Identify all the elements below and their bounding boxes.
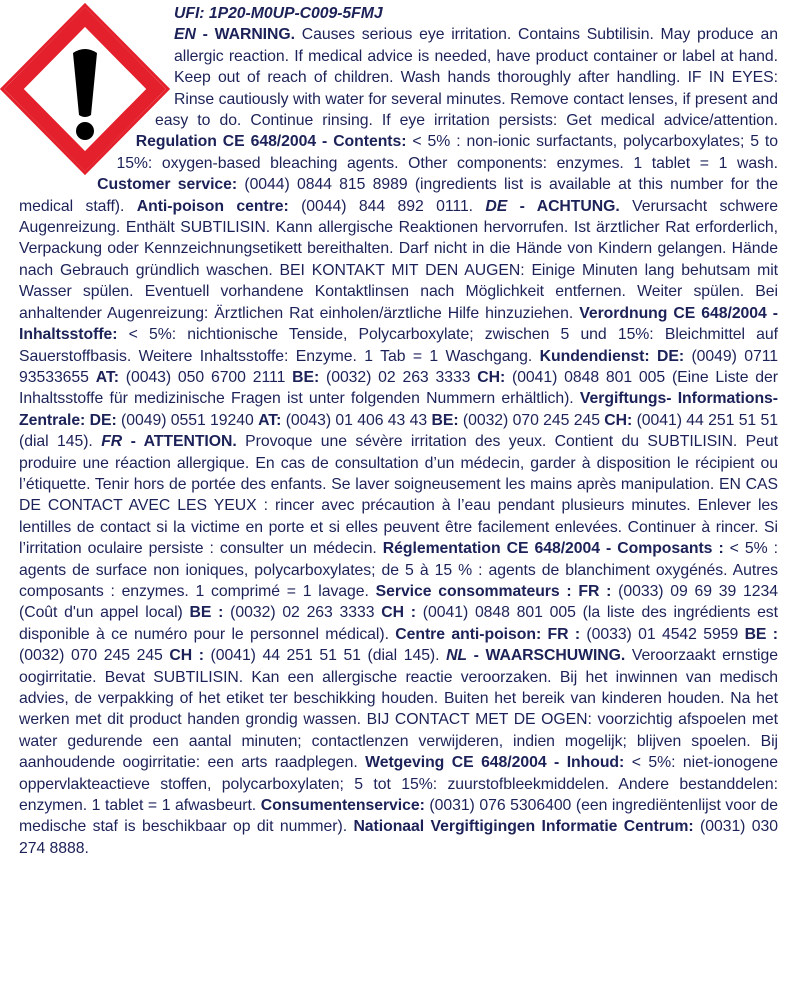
de-service-de: (0049) 0711 93533655 [19, 347, 778, 386]
fr-poison-be-label: BE : [744, 625, 778, 643]
fr-regulation-label: Réglementation CE 648/2004 - Composants : [382, 540, 724, 558]
fr-service-be: (0032) 02 263 3333 [223, 604, 382, 622]
nl-poison-label: Nationaal Vergiftigingen Informatie Centrum: [353, 818, 694, 836]
de-poison-ch: (0041) 44 251 51 51 (dial 145). [19, 411, 778, 451]
de-service-at: (0043) 050 6700 2111 [118, 368, 293, 386]
fr-poison-ch: (0041) 44 251 51 51 (dial 145). [203, 647, 447, 665]
de-service-ch: (0041) 0848 801 005 (Eine Liste der Inhaltsstoffe für medizinische Fragen ist unter folgenden Nummern erhältlich). [19, 368, 778, 408]
fr-poison-be: (0032) 070 245 245 [19, 647, 170, 665]
nl-body: Veroorzaakt ernstige oogirritatie. Bevat SUBTILISIN. Kan een allergische reactie veroorzaken. Bij het inwinnen van medisch advies, de verpakking of het etiket ter beschikking houden. Buiten het bereik van kinderen houden. Na het werken met dit product handen grondig wassen. BIJ CONTACT MET DE OGEN: voorzichtig afspoelen met water gedurende een aantal minuten; contactlenzen verwijderen, indien mogelijk; blijven spoelen. Bij aanhoudende oogirritatie: een arts raadplegen. [19, 647, 778, 772]
lang-code-en: EN [174, 26, 196, 44]
en-heading: WARNING. [214, 26, 295, 44]
nl-regulation-label: Wetgeving CE 648/2004 - Inhoud: [365, 754, 625, 772]
de-regulation-text: < 5%: nichtionische Tenside, Polycarboxylate; zwischen 5 und 15%: Bleichmittel auf Sauerstoffbasis. Weitere Inhaltsstoffe: Enzyme. 1 Tab = 1 Waschgang. [19, 326, 778, 365]
de-regulation-label: Verordnung CE 648/2004 - Inhaltsstoffe: [19, 304, 778, 344]
en-regulation-text: < 5% : non-ionic surfactants, polycarboxylates; 5 to 15%: oxygen-based bleaching agents. Other components: enzymes. 1 tablet = 1 wash. [116, 133, 778, 172]
nl-service-label: Consumentenservice: [260, 797, 425, 815]
nl-regulation-text: < 5%: niet-ionogene oppervlakteactieve stoffen, polycarboxylaten; 5 tot 15%: zuurstofbleekmiddelen. Andere bestanddelen: enzymen. 1 tablet = 1 afwasbeurt. [19, 754, 778, 815]
section-de: DE - ACHTUNG. Verursacht schwere Augenreizung. Enthält SUBTILISIN. Kann allergische Reaktionen hervorrufen. Ist ärztlicher Rat erforderlich, Verpackung oder Kennzeichnungsetikett bereithalten. Darf nicht in die Hände von Kindern gelangen. Hände nach Gebrauch gründlich waschen. BEI KONTAKT MIT DEN AUGEN: Einige Minuten lang behutsam mit Wasser spülen. Eventuell vorhandene Kontaktlinsen nach Möglichkeit entfernen. Weiter spülen. Bei anhaltender Augenreizung: Ärztlichen Rat einholen/ärztliche Hilfe hinzuziehen. Verordnung CE 648/2004 - Inhaltsstoffe: < 5%: nichtionische Tenside, Polycarboxylate; zwischen 5 und 15%: Bleichmittel auf Sauerstoffbasis. Weitere Inhaltsstoffe: Enzyme. 1 Tab = 1 Waschgang. Kundendienst: DE: (0049) 0711 93533655 AT: (0043) 050 6700 2111 BE: (0032) 02 263 3333 CH: (0041) 0848 801 005 (Eine Liste der Inhaltsstoffe für medizinische Fragen ist unter folgenden Nummern erhältlich). Vergiftungs- Informations- Zentrale: DE: (0049) 0551 19240 AT: (0043) 01 406 43 43 BE: (0032) 070 245 245 CH: (0041) 44 251 51 51 (dial 145). [19, 197, 778, 451]
de-poison-at-label: AT: [258, 411, 282, 429]
fr-poison-label: Centre anti-poison: FR : [395, 625, 581, 643]
fr-poison-ch-label: CH : [169, 647, 204, 665]
de-poison-be-label: BE: [431, 411, 459, 429]
de-poison-be: (0032) 070 245 245 [458, 411, 605, 429]
de-poison-at: (0043) 01 406 43 43 [281, 411, 432, 429]
fr-body: Provoque une sévère irritation des yeux. Contient du SUBTILISIN. Peut produire une réaction allergique. En cas de consultation d’un médecin, garder à disposition le récipient ou l’étiquette. Tenir hors de portée des enfants. Se laver soigneusement les mains après manipulation. EN CAS DE CONTACT AVEC LES YEUX : rincer avec précaution à l’eau pendant plusieurs minutes. Enlever les lentilles de contact si la victime en porte et si elles peuvent être facilement enlevées. Continuer à rincer. Si l’irritation oculaire persiste : consulter un médecin. [19, 433, 778, 558]
fr-service-fr: (0033) 09 69 39 1234 (Coût d'un appel local) [19, 582, 778, 622]
section-en: EN - WARNING. Causes serious eye irritation. Contains Subtilisin. May produce an allergic reaction. If medical advice is needed, have product container or label at hand. Keep out of reach of children. Wash hands thoroughly after handling. IF IN EYES: Rinse cautiously with water for several minutes. Remove contact lenses, if present and easy to do. Continue rinsing. If eye irritation persists: Get medical advice/attention. Regulation CE 648/2004 - Contents: < 5% : non-ionic surfactants, polycarboxylates; 5 to 15%: oxygen-based bleaching agents. Other components: enzymes. 1 tablet = 1 wash. Customer service: (0044) 0844 815 8989 (ingredients list is available at this number for the medical staff). Anti-poison centre: (0044) 844 892 0111. [19, 26, 778, 215]
fr-service-be-label: BE : [189, 604, 224, 622]
en-poison-text: (0044) 844 892 0111. [288, 197, 486, 215]
en-body: Causes serious eye irritation. Contains Subtilisin. May produce an allergic reaction. If medical advice is needed, have product container or label at hand. Keep out of reach of children. Wash hands thoroughly after handling. IF IN EYES: Rinse cautiously with water for several minutes. Remove contact lenses, if present and easy to do. Continue rinsing. If eye irritation persists: Get medical advice/attention. [155, 26, 778, 130]
section-nl: NL - WAARSCHUWING. Veroorzaakt ernstige oogirritatie. Bevat SUBTILISIN. Kan een allergische reactie veroorzaken. Bij het inwinnen van medisch advies, de verpakking of het etiket ter beschikking houden. Buiten het bereik van kinderen houden. Na het werken met dit product handen grondig wassen. BIJ CONTACT MET DE OGEN: voorzichtig afspoelen met water gedurende een aantal minuten; contactlenzen verwijderen, indien mogelijk; blijven spoelen. Bij aanhoudende oogirritatie: een arts raadplegen. Wetgeving CE 648/2004 - Inhoud: < 5%: niet-ionogene oppervlakteactieve stoffen, polycarboxylaten; 5 tot 15%: zuurstofbleekmiddelen. Andere bestanddelen: enzymen. 1 tablet = 1 afwasbeurt. Consumentenservice: (0031) 076 5306400 (een ingrediëntenlijst voor de medische staf is beschikbaar op dit nummer). Nationaal Vergiftigingen Informatie Centrum: (0031) 030 274 8888. [19, 647, 779, 857]
fr-service-ch-label: CH : [381, 604, 417, 622]
nl-service-text: (0031) 076 5306400 (een ingrediëntenlijst voor de medische staf is beschikbaar op dit nummer). [19, 797, 778, 836]
de-body: Verursacht schwere Augenreizung. Enthält SUBTILISIN. Kann allergische Reaktionen hervorrufen. Ist ärztlicher Rat erforderlich, Verpackung oder Kennzeichnungsetikett bereithalten. Darf nicht in die Hände von Kindern gelangen. Hände nach Gebrauch gründlich waschen. BEI KONTAKT MIT DEN AUGEN: Einige Minuten lang behutsam mit Wasser spülen. Eventuell vorhandene Kontaktlinsen nach Möglichkeit entfernen. Weiter spülen. Bei anhaltender Augenreizung: Ärztlichen Rat einholen/ärztliche Hilfe hinzuziehen. [19, 197, 778, 322]
en-poison-label: Anti-poison centre: [136, 197, 289, 215]
lang-code-nl: NL [446, 647, 468, 665]
nl-heading: WAARSCHUWING. [485, 647, 626, 665]
en-service-label: Customer service: [97, 176, 238, 194]
de-service-label: Kundendienst: DE: [539, 347, 685, 365]
lang-code-fr: FR [101, 433, 123, 451]
de-poison-ch-label: CH: [604, 411, 633, 429]
fr-service-ch: (0041) 0848 801 005 (la liste des ingrédients est disponible à ce numéro pour le personnel médical). [19, 604, 778, 643]
de-service-be-label: BE: [292, 368, 320, 386]
nl-poison-text: (0031) 030 274 8888. [19, 818, 779, 857]
de-poison-label: Vergiftungs- Informations- Zentrale: DE: [19, 390, 778, 429]
fr-heading: ATTENTION. [143, 433, 237, 451]
fr-service-label: Service consommateurs : FR : [375, 582, 612, 600]
fr-regulation-text: < 5% : agents de surface non ioniques, polycarboxylates; de 5 à 15 % : agents de blanchiment oxygénés. Autres composants : enzymes. 1 comprimé = 1 lavage. [19, 540, 778, 600]
de-heading: ACHTUNG. [536, 197, 620, 215]
section-fr: FR - ATTENTION. Provoque une sévère irritation des yeux. Contient du SUBTILISIN. Peut produire une réaction allergique. En cas de consultation d’un médecin, garder à disposition le récipient ou l’étiquette. Tenir hors de portée des enfants. Se laver soigneusement les mains après manipulation. EN CAS DE CONTACT AVEC LES YEUX : rincer avec précaution à l’eau pendant plusieurs minutes. Enlever les lentilles de contact si la victime en porte et si elles peuvent être facilement enlevées. Continuer à rincer. Si l’irritation oculaire persiste : consulter un médecin. Réglementation CE 648/2004 - Composants : < 5% : agents de surface non ioniques, polycarboxylates; de 5 à 15 % : agents de blanchiment oxygénés. Autres composants : enzymes. 1 comprimé = 1 lavage. Service consommateurs : FR : (0033) 09 69 39 1234 (Coût d'un appel local) BE : (0032) 02 263 3333 CH : (0041) 0848 801 005 (la liste des ingrédients est disponible à ce numéro pour le personnel médical). Centre anti-poison: FR : (0033) 01 4542 5959 BE : (0032) 070 245 245 CH : (0041) 44 251 51 51 (dial 145). [19, 433, 778, 665]
en-service-text: (0044) 0844 815 8989 (ingredients list is available at this number for the medical staff). [19, 176, 778, 215]
lang-code-de: DE [485, 197, 508, 215]
ufi-code: UFI: 1P20-M0UP-C009-5FMJ [174, 5, 383, 22]
de-service-be: (0032) 02 263 3333 [319, 368, 478, 386]
de-service-ch-label: CH: [477, 368, 506, 386]
de-poison-de: (0049) 0551 19240 [116, 411, 259, 429]
fr-poison-fr: (0033) 01 4542 5959 [580, 625, 745, 643]
de-service-at-label: AT: [95, 368, 119, 386]
en-regulation-label: Regulation CE 648/2004 - Contents: [135, 133, 407, 151]
